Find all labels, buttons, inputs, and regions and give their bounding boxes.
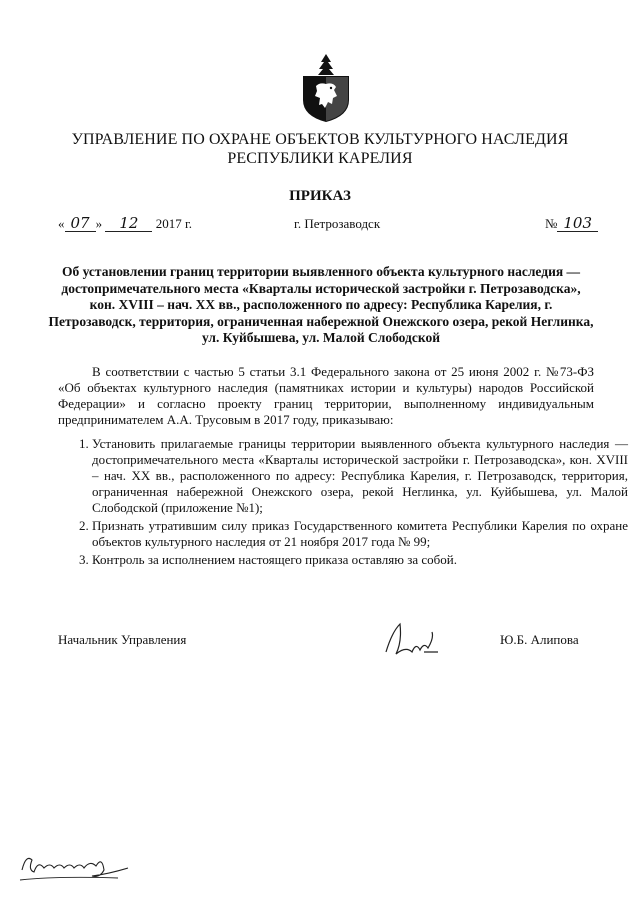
date-month: 12 xyxy=(105,216,152,232)
organization-line-1: УПРАВЛЕНИЕ ПО ОХРАНЕ ОБЪЕКТОВ КУЛЬТУРНОГО НАСЛЕДИЯ xyxy=(71,131,569,148)
document-date xyxy=(58,216,192,232)
date-quote-close: » xyxy=(95,216,103,231)
document-type: ПРИКАЗ xyxy=(289,188,351,204)
date-day: 07 xyxy=(65,216,96,232)
order-items-list xyxy=(56,436,628,570)
document-city: г. Петрозаводск xyxy=(294,216,381,231)
order-item: 3. Контроль за исполнением настоящего приказа оставляю за собой. xyxy=(92,552,628,568)
order-preamble: В соответствии с частью 5 статьи 3.1 Федерального закона от 25 июня 2002 г. №73-ФЗ «Об объектах культурного наследия (памятниках истории и культуры) народов Российской Федерации» и согласно проекту границ территории, выполненному индивидуальным предпринимателем А.А. Трусовым в 2017 году, приказываю: xyxy=(58,364,594,427)
date-quote-open: « xyxy=(58,216,65,231)
number-value: 103 xyxy=(557,216,598,232)
signatory-position: Начальник Управления xyxy=(58,632,187,647)
document-header-row xyxy=(58,216,598,238)
number-prefix: № xyxy=(544,216,558,231)
initials-icon xyxy=(18,846,138,886)
order-item: 2. Признать утратившим силу приказ Государственного комитета Республики Карелия по охране объектов культурного наследия от 21 ноября 2017 года № 99; xyxy=(92,518,628,550)
organization-line-2: РЕСПУБЛИКИ КАРЕЛИЯ xyxy=(227,150,413,167)
date-year: 2017 г. xyxy=(155,216,193,231)
coat-of-arms-icon xyxy=(300,52,352,124)
document-number xyxy=(545,216,598,232)
organization-name xyxy=(0,130,640,168)
order-item: 1. Установить прилагаемые границы территории выявленного объекта культурного наследия — достопримечательного места «Кварталы исторической застройки г. Петрозаводска», кон. XVIII – нач. XX вв., расположенного по адресу: Республика Карелия, г. Петрозаводск, территория, ограниченная набережной Онежского озера, рекой Неглинка, ул. Куйбышева, ул. Малой Слободской (приложение №1); xyxy=(92,436,628,516)
signature-icon xyxy=(378,612,458,662)
signatory-name: Ю.Б. Алипова xyxy=(500,632,579,647)
order-subject: Об установлении границ территории выявленного объекта культурного наследия — достопримечательного места «Кварталы исторической застройки г. Петрозаводска», кон. XVIII – нач. XX вв., расположенного по адресу: Республика Карелия, г. Петрозаводск, территория, ограниченная набережной Онежского озера, рекой Неглинка, ул. Куйбышева, ул. Малой Слободской xyxy=(48,264,594,345)
